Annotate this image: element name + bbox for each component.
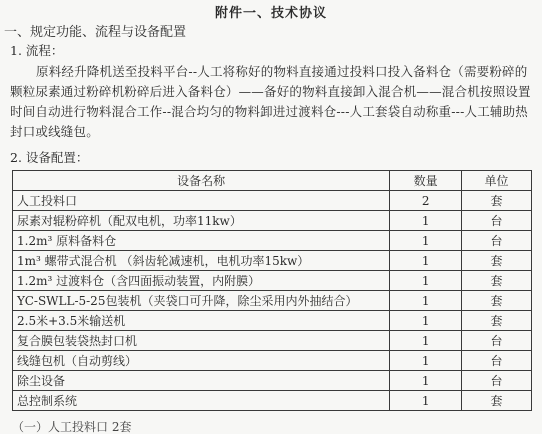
- table-row: [13, 251, 532, 271]
- table-row: [13, 291, 532, 311]
- equipment-table: [12, 170, 532, 411]
- header-name: 设备名称: [13, 171, 390, 191]
- cell-qty: 1: [390, 331, 462, 351]
- table-row: [13, 231, 532, 251]
- cell-name: 1.2m³ 原料备料仓: [13, 231, 390, 251]
- cell-qty: 1: [390, 371, 462, 391]
- cell-name: 总控制系统: [13, 391, 390, 411]
- cell-name: 除尘设备: [13, 371, 390, 391]
- header-unit: 单位: [462, 171, 532, 191]
- cell-unit: 台: [462, 331, 532, 351]
- cell-name: YC-SWLL-5-25包装机（夹袋口可升降，除尘采用内外抽结合）: [13, 291, 390, 311]
- subsection-heading-equipment: 2. 设备配置：: [10, 150, 89, 165]
- cell-qty: 1: [390, 291, 462, 311]
- cell-unit: 台: [462, 211, 532, 231]
- table-row: [13, 371, 532, 391]
- cell-unit: 套: [462, 251, 532, 271]
- table-row: [13, 331, 532, 351]
- cell-name: 线缝包机（自动剪线）: [13, 351, 390, 371]
- cell-unit: 套: [462, 391, 532, 411]
- cell-qty: 1: [390, 231, 462, 251]
- cell-unit: 套: [462, 311, 532, 331]
- cell-qty: 1: [390, 351, 462, 371]
- table-header-row: [13, 171, 532, 191]
- cell-unit: 台: [462, 371, 532, 391]
- document-title: 附件一、技术协议: [214, 6, 327, 21]
- table-row: [13, 351, 532, 371]
- cell-qty: 1: [390, 211, 462, 231]
- cell-qty: 2: [390, 191, 462, 211]
- cell-unit: 套: [462, 191, 532, 211]
- subsection-heading-process: 1. 流程：: [10, 43, 64, 58]
- process-paragraph: 原料经升降机送至投料平台--人工将称好的物料直接通过投料口投入备料仓（需要粉碎的颗粒尿素通过粉碎机粉碎后进入备料仓）——备好的物料直接卸入混合机——混合机按照设置时间自动进行物料混合工作--混合均匀的物料卸进过渡料仓---人工套袋自动称重---人工辅助热封口或线缝包。: [10, 64, 531, 139]
- cell-name: 2.5米+3.5米输送机: [13, 311, 390, 331]
- cell-qty: 1: [390, 251, 462, 271]
- cell-unit: 套: [462, 271, 532, 291]
- table-row: [13, 391, 532, 411]
- cell-name: 复合膜包装袋热封口机: [13, 331, 390, 351]
- cell-name: 1.2m³ 过渡料仓（含四面振动装置，内附膜）: [13, 271, 390, 291]
- cell-unit: 台: [462, 351, 532, 371]
- table-row: [13, 191, 532, 211]
- cutoff-text: （一）人工投料口 2套: [12, 420, 132, 434]
- cell-unit: 台: [462, 231, 532, 251]
- table-row: [13, 311, 532, 331]
- cell-name: 尿素对辊粉碎机（配双电机，功率11kw）: [13, 211, 390, 231]
- table-row: [13, 271, 532, 291]
- table-body: [13, 191, 532, 411]
- cell-name: 1m³ 螺带式混合机 （斜齿轮减速机，电机功率15kw）: [13, 251, 390, 271]
- cell-qty: 1: [390, 391, 462, 411]
- cell-unit: 套: [462, 291, 532, 311]
- table-row: [13, 211, 532, 231]
- cell-qty: 1: [390, 311, 462, 331]
- cell-qty: 1: [390, 271, 462, 291]
- section-heading-1: 一、规定功能、流程与设备配置: [4, 25, 187, 40]
- cell-name: 人工投料口: [13, 191, 390, 211]
- header-qty: 数量: [390, 171, 462, 191]
